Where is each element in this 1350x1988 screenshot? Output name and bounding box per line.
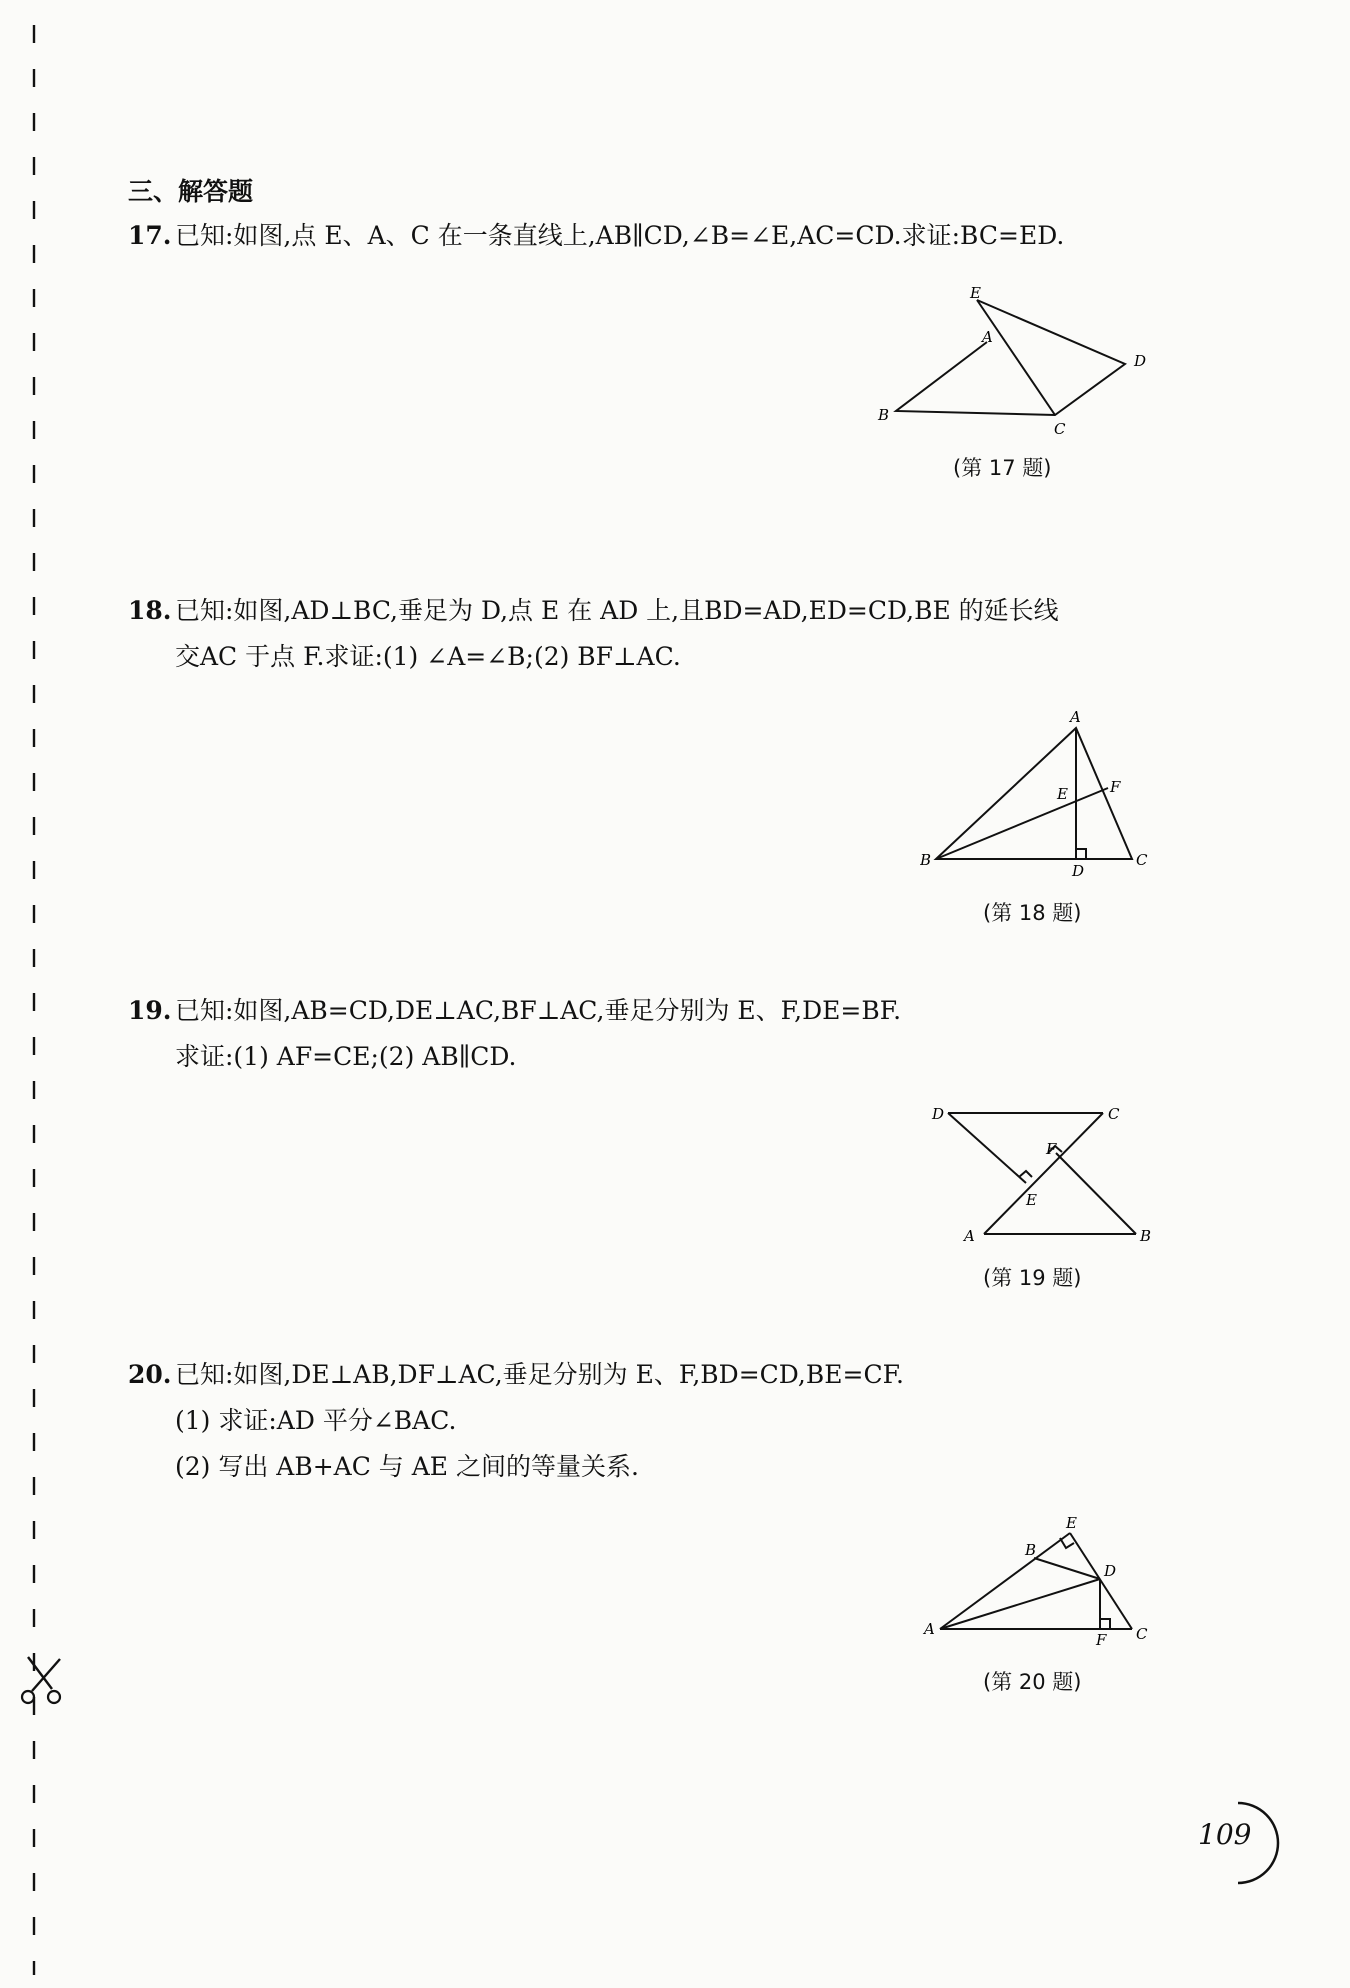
caption-17: (第 17 题) [953,456,1052,480]
label-C: C [1054,420,1066,438]
page-number: 109 [1198,1818,1252,1851]
label-F: F [1096,1631,1107,1645]
label-C: C [1136,1625,1148,1643]
problem-number: 19. [128,996,172,1025]
label-D: D [1072,862,1085,880]
label-C: C [1108,1105,1120,1123]
caption-18: (第 18 题) [983,901,1082,925]
label-A: A [964,1227,975,1245]
problem-text-line2: 求证:(1) AF=CE;(2) AB∥CD. [175,1042,517,1071]
problem-text: 已知:如图,AD⊥BC,垂足为 D,点 E 在 AD 上,且BD=AD,ED=CD,BE 的延长线 [175,596,1059,625]
problem-number: 17. [128,221,172,250]
label-D: D [932,1105,945,1123]
problem-20 [128,1352,1208,1490]
caption-19: (第 19 题) [983,1266,1082,1290]
problem-part-1: (1) 求证:AD 平分∠BAC. [175,1406,457,1435]
problem-number: 20. [128,1360,172,1389]
caption-20: (第 20 题) [983,1670,1082,1694]
section-title: 三、解答题 [128,177,254,206]
label-E: E [1026,1191,1037,1209]
figure-18 [920,700,1160,884]
problem-text: 已知:如图,DE⊥AB,DF⊥AC,垂足分别为 E、F,BD=CD,BE=CF. [175,1360,904,1389]
problem-19 [128,988,1208,1080]
problem-part-2: (2) 写出 AB+AC 与 AE 之间的等量关系. [175,1452,639,1481]
page-number-arc [1220,1798,1280,1892]
label-B: B [1025,1541,1037,1559]
label-F: F [1110,778,1121,796]
label-E: E [1057,785,1068,803]
label-F: F [1046,1140,1057,1158]
label-C: C [1136,851,1148,869]
scissors-icon [16,1655,68,1707]
problem-text-line2: 交AC 于点 F.求证:(1) ∠A=∠B;(2) BF⊥AC. [175,642,681,671]
figure-19 [920,1098,1160,1252]
label-B: B [878,406,890,424]
label-D: D [1104,1562,1117,1580]
problem-18 [128,588,1208,680]
label-E: E [1066,1514,1077,1532]
label-B: B [1140,1227,1152,1245]
problem-text: 已知:如图,AB=CD,DE⊥AC,BF⊥AC,垂足分别为 E、F,DE=BF. [175,996,902,1025]
problem-text: 已知:如图,点 E、A、C 在一条直线上,AB∥CD,∠B=∠E,AC=CD.求证:BC=ED. [175,221,1065,250]
label-B: B [920,851,932,869]
figure-17 [870,282,1170,446]
figure-20 [920,1510,1160,1649]
label-A: A [1070,708,1081,726]
label-E: E [970,284,981,302]
problem-number: 18. [128,596,172,625]
problem-17 [128,213,1208,259]
label-A: A [924,1620,935,1638]
label-D: D [1134,352,1147,370]
label-A: A [982,328,993,346]
